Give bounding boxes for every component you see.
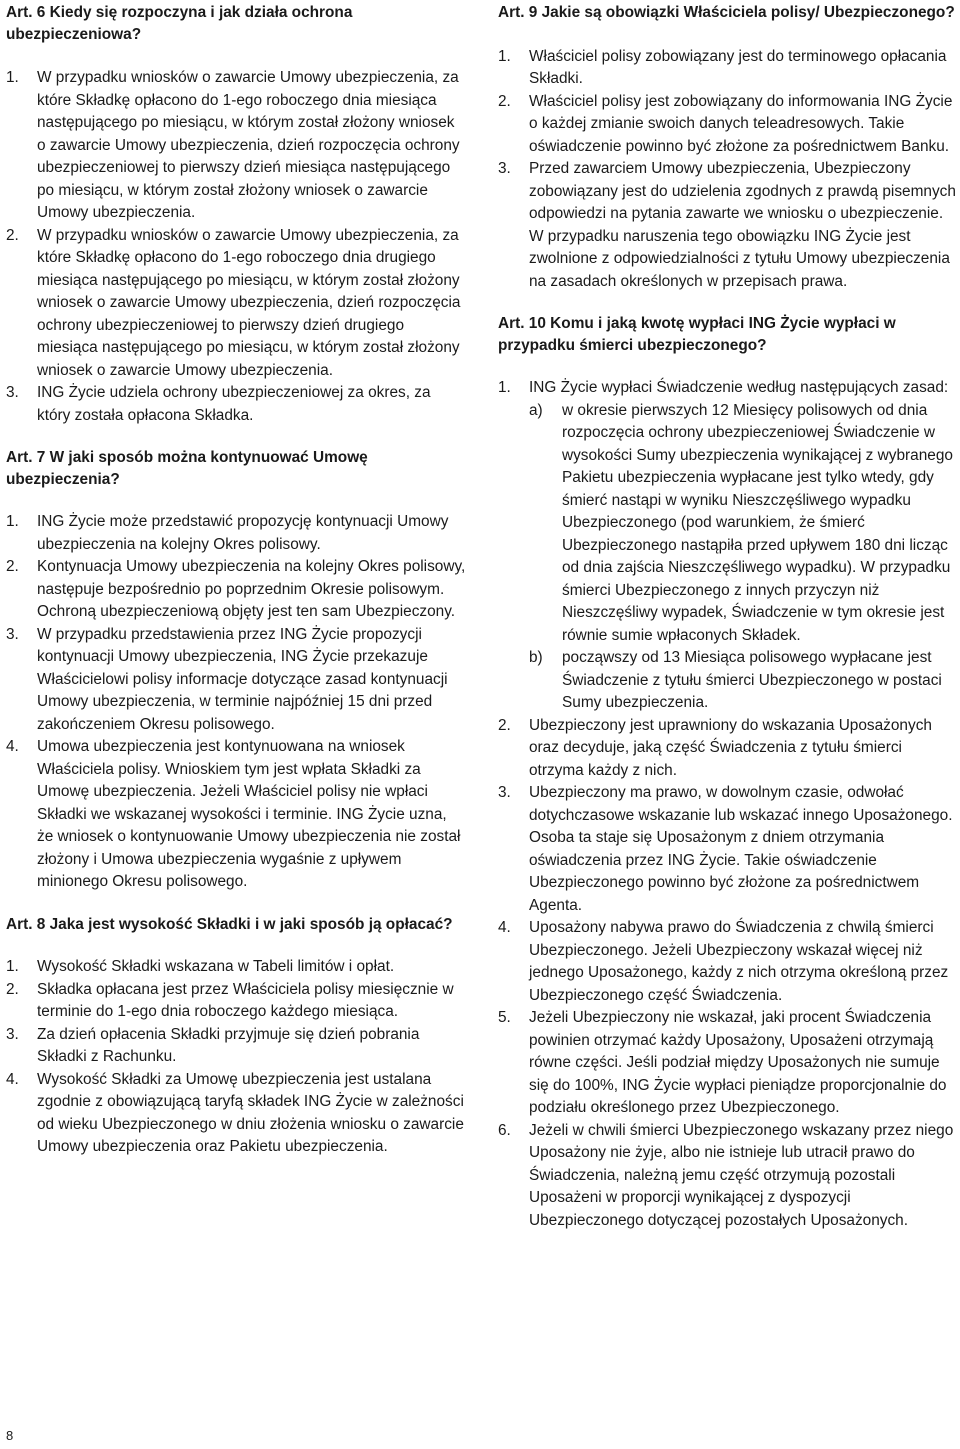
article-10-list [498,377,958,1232]
list-item: 3. W przypadku przedstawienia przez ING Życie propozycji kontynuacji Umowy ubezpieczenia, ING Życie przekazuje Właścicielowi polisy informacje dotyczące zasad kontynuacji Umowy ubezpieczenia, w terminie najpóźniej 15 dni przed zakończeniem Okresu polisowego. [6,625,448,733]
article-6-heading: Art. 6 Kiedy się rozpoczyna i jak działa ochrona ubezpieczeniowa? [6,4,353,43]
list-item: 3. Przed zawarciem Umowy ubezpieczenia, Ubezpieczony zobowiązany jest do udzielenia zgodnych z prawdą pisemnych odpowiedzi na pytania zawarte we wniosku o ubezpieczenie. W przypadku naruszenia tego obowiązku ING Życie jest zwolnione z odpowiedzialności z tytułu Umowy ubezpieczenia na zasadach określonych w przepisach prawa. [498,160,956,290]
article-9-heading: Art. 9 Jakie są obowiązki Właściciela polisy/ Ubezpieczonego? [498,4,955,21]
list-item: 1. ING Życie wypłaci Świadczenie według następujących zasad: a) w okresie pierwszych 12 Miesięcy polisowych od dnia rozpoczęcia ochrony ubezpieczeniowej Świadczenie w wysokości Sumy ubezpieczenia wynikającej z wybranego Pakietu ubezpieczenia wypłacane jest tylko wtedy, gdy śmierć nastąpi w wyniku Nieszczęśliwego wypadku Ubezpieczonego (pod warunkiem, że śmierć Ubezpieczonego nastąpiła przed upływem 180 dni licząc od dnia zajścia Nieszczęśliwego wypadku). W przypadku śmierci Ubezpieczonego z innych przyczyn niż Nieszczęśliwy wypadek, Świadczenie w tym okresie jest równie sumie wpłaconych Składek. b) począwszy od 13 Miesiąca polisowego wypłacane jest Świadczenie z tytułu śmierci Ubezpieczonego w postaci Sumy ubezpieczenia. [498,377,958,715]
page-number: 8 [6,1428,14,1443]
article-9 [498,2,958,293]
article-7-list [6,511,466,894]
article-8 [6,914,466,1159]
list-item: 3. ING Życie udziela ochrony ubezpieczeniowej za okres, za który została opłacona Składka. [6,384,431,424]
list-item: 3. Ubezpieczony ma prawo, w dowolnym czasie, odwołać dotychczasowe wskazanie lub wskazać innego Uposażonego. Osoba ta staje się Uposażonym z dniem otrzymania oświadczenia przez ING Życie. Takie oświadczenie Ubezpieczonego powinno być złożone za pośrednictwem Agenta. [498,784,953,914]
article-7-heading: Art. 7 W jaki sposób można kontynuować Umowę ubezpieczenia? [6,449,368,488]
list-item: 5. Jeżeli Ubezpieczony nie wskazał, jaki procent Świadczenia powinien otrzymać każdy Uposażony, Uposażeni otrzymają równe części. Jeśli podział między Uposażonych nie sumuje się do 100%, ING Życie wypłaci pieniądze proporcjonalnie do podziału określonego przez Ubezpieczonego. [498,1009,947,1116]
list-item: 3. Za dzień opłacenia Składki przyjmuje się dzień pobrania Składki z Rachunku. [6,1025,420,1065]
article-10 [498,313,958,1232]
list-item: 2. Właściciel polisy jest zobowiązany do informowania ING Życie o każdej zmianie swoich danych teleadresowych. Takie oświadczenie powinno być złożone za pośrednictwem Banku. [498,92,953,155]
list-item: 4. Wysokość Składki za Umowę ubezpieczenia jest ustalana zgodnie z obowiązującą taryfą składek ING Życie w zależności od wieku Ubezpieczonego w dniu złożenia wniosku o zawarcie Umowy ubezpieczenia oraz Pakietu ubezpieczenia. [6,1070,464,1155]
list-item: 4. Umowa ubezpieczenia jest kontynuowana na wniosek Właściciela polisy. Wnioskiem tym jest wpłata Składki za Umowę ubezpieczenia. Jeżeli Właściciel polisy nie wpłaci Składki we wskazanej wysokości i terminie. ING Życie uzna, że wniosek o kontynuowanie Umowy ubezpieczenia nie został złożony i Umowa ubezpieczenia wygaśnie z upływem minionego Okresu polisowego. [6,738,461,890]
article-9-list [498,46,958,294]
list-item: 2. Ubezpieczony jest uprawniony do wskazania Uposażonych oraz decyduje, jaką część Świadczenia z tytułu śmierci otrzyma każdy z nich. [498,716,932,779]
article-10-heading: Art. 10 Komu i jaką kwotę wypłaci ING Życie wypłaci w przypadku śmierci ubezpieczonego? [498,315,896,354]
list-item: 1. W przypadku wniosków o zawarcie Umowy ubezpieczenia, za które Składkę opłacono do 1-ego roboczego dnia miesiąca następującego po miesiącu, w którym został złożony wniosek o zawarcie Umowy ubezpieczenia, dzień rozpoczęcia ochrony ubezpieczeniowej to pierwszy dzień miesiąca następującego po miesiącu, w którym został złożony wniosek o zawarcie Umowy ubezpieczenia. [6,69,460,221]
article-8-heading: Art. 8 Jaka jest wysokość Składki i w jaki sposób ją opłacać? [6,915,453,933]
list-item: 2. Kontynuacja Umowy ubezpieczenia na kolejny Okres polisowy, następuje bezpośrednio po poprzednim Okresie polisowym. Ochroną ubezpieczeniową objęty jest ten sam Ubezpieczony. [6,558,466,620]
list-item: 1. Właściciel polisy zobowiązany jest do terminowego opłacania Składki. [498,47,947,87]
sub-list-item: b) począwszy od 13 Miesiąca polisowego wypłacane jest Świadczenie z tytułu śmierci Ubezpieczonego w postaci Sumy ubezpieczenia. [529,649,942,711]
list-item: 2. W przypadku wniosków o zawarcie Umowy ubezpieczenia, za które Składkę opłacono do 1-ego roboczego dnia drugiego miesiąca następującego po miesiącu, w którym został złożony wniosek o zawarcie Umowy ubezpieczenia, dzień rozpoczęcia ochrony ubezpieczeniowej to pierwszy dzień drugiego miesiąca następującego po miesiącu, w którym został złożony wniosek o zawarcie Umowy ubezpieczenia. [6,226,461,379]
article-6-list [6,67,466,427]
list-item: 2. Składka opłacana jest przez Właściciela polisy miesięcznie w terminie do 1-ego dnia roboczego każdego miesiąca. [6,980,454,1020]
list-item: 1. ING Życie może przedstawić propozycję kontynuacji Umowy ubezpieczenia na kolejny Okres polisowy. [6,513,449,553]
article-7 [6,447,466,894]
list-item: 6. Jeżeli w chwili śmierci Ubezpieczonego wskazany przez niego Uposażony nie żyje, albo nie istnieje lub utracił prawo do Świadczenia, należną jemu część otrzymują pozostali Uposażeni w proporcji wynikającej z dyspozycji Ubezpieczonego dotyczącej pozostałych Uposażonych. [498,1121,954,1229]
sub-list [529,400,958,715]
article-6 [6,2,466,427]
list-item: 4. Uposażony nabywa prawo do Świadczenia z chwilą śmierci Ubezpieczonego. Jeżeli Ubezpieczony wskazał więcej niż jednego Uposażonego, każdy z nich otrzyma określoną przez Ubezpieczonego część Świadczenia. [498,919,949,1004]
article-8-list [6,956,466,1159]
right-column [498,2,958,1232]
sub-list-item: a) w okresie pierwszych 12 Miesięcy polisowych od dnia rozpoczęcia ochrony ubezpieczeniowej Świadczenie w wysokości Sumy ubezpieczenia wynikającej z wybranego Pakietu ubezpieczenia wypłacane jest tylko wtedy, gdy śmierć nastąpi w wyniku Nieszczęśliwego wypadku Ubezpieczonego (pod warunkiem, że śmierć Ubezpieczonego nastąpiła przed upływem 180 dni licząc od dnia zajścia Nieszczęśliwego wypadku). W przypadku śmierci Ubezpieczonego z innych przyczyn niż Nieszczęśliwy wypadek, Świadczenie w tym okresie jest równie sumie wpłaconych Składek. [529,401,953,644]
left-column [6,2,466,1159]
list-item: 1. Wysokość Składki wskazana w Tabeli limitów i opłat. [6,958,395,975]
